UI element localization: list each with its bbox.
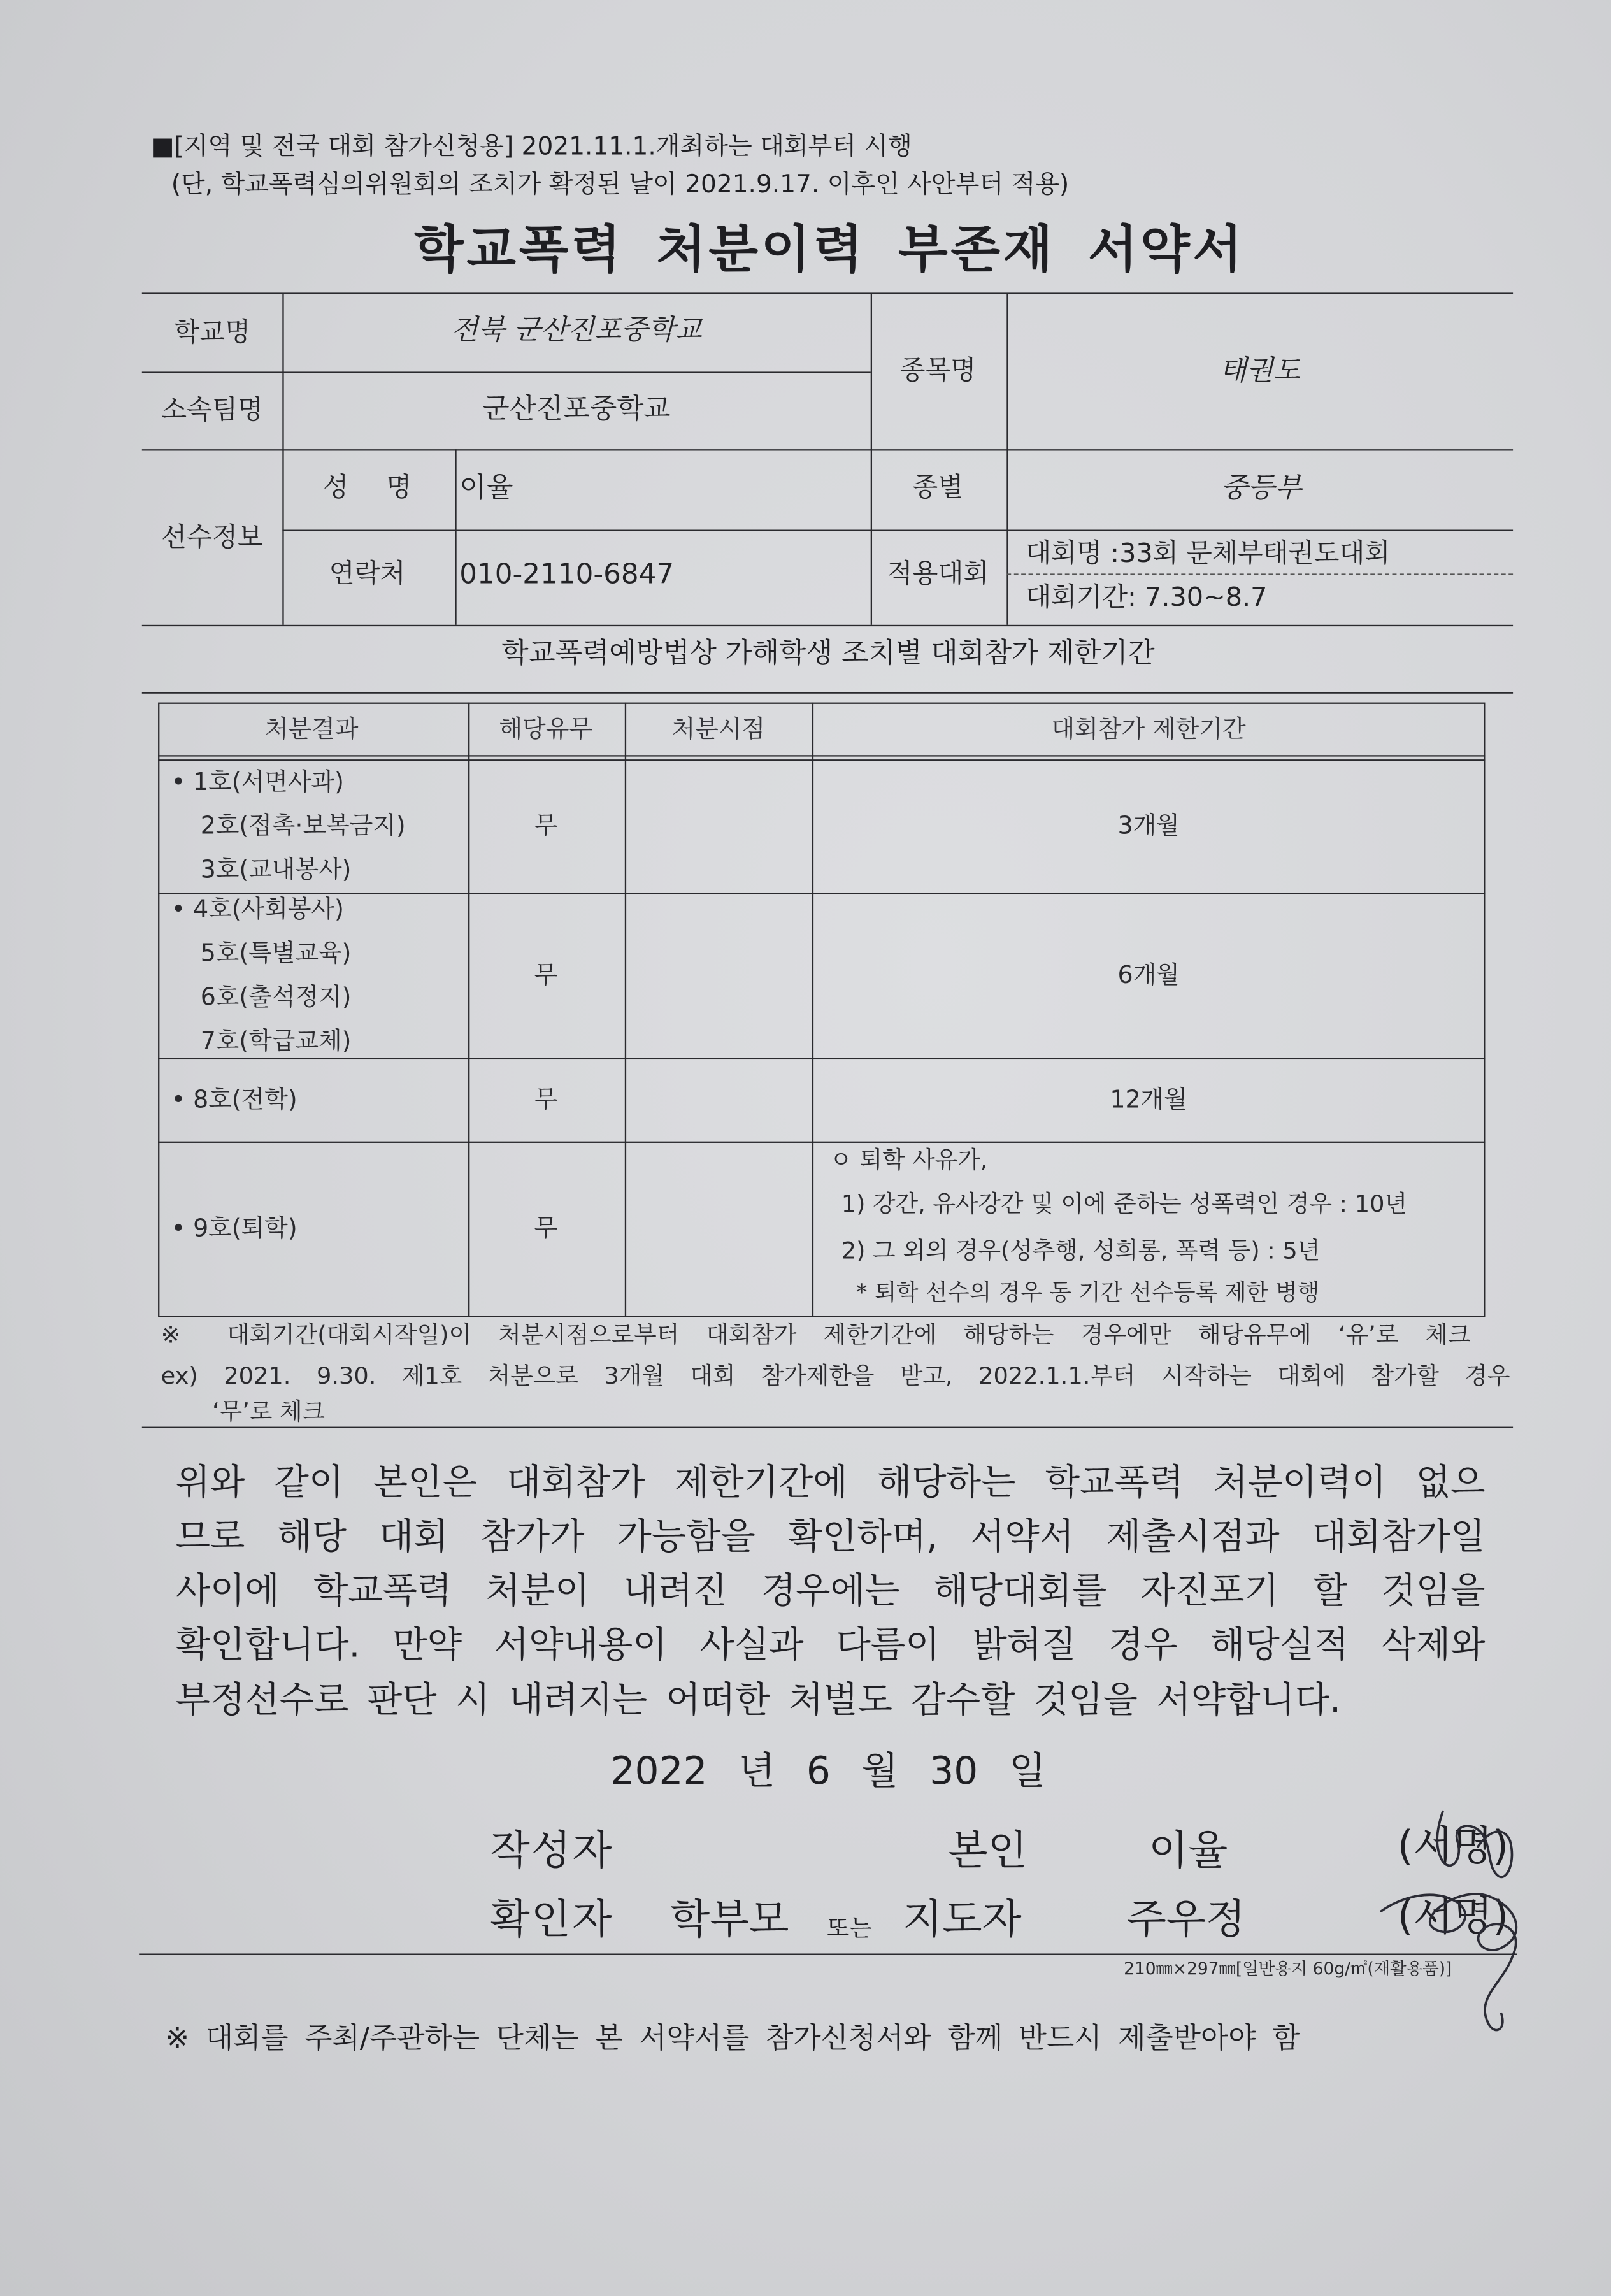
note-line: ※ 대회기간(대회시작일)이 처분시점으로부터 대회참가 제한기간에 해당하는 경우에만 해당유무에 ‘유’로 체크: [161, 1321, 1471, 1349]
pledge-line: 므로 해당 대회 참가가 가능함을 확인하며, 서약서 제출시점과 대회참가일: [175, 1514, 1486, 1558]
table-row-period: 3개월: [1117, 812, 1180, 840]
pledge-line: 위와 같이 본인은 대회참가 제한기간에 해당하는 학교폭력 처분이력이 없으: [175, 1460, 1486, 1503]
player-info-label: 선수정보: [161, 522, 263, 554]
confirmer-name: 주우정: [1126, 1895, 1246, 1944]
paper-spec: 210㎜×297㎜[일반용지 60g/㎡(재활용품)]: [1124, 1958, 1452, 1979]
restriction-table-column-line: [468, 703, 469, 1317]
table-row-result: • 4호(사회봉사): [171, 895, 344, 923]
column-header-result: 처분결과: [265, 715, 359, 743]
table-row-applicable: 무: [534, 1214, 558, 1242]
table-row-result: 3호(교내봉사): [200, 856, 352, 884]
table-row-period: ㅇ 퇴학 사유가,: [829, 1145, 988, 1174]
table-row-applicable: 무: [534, 961, 558, 989]
confirmer-sign-placeholder: (서명): [1397, 1892, 1509, 1941]
table-row-period: 2) 그 외의 경우(성추행, 성희롱, 폭력 등) : 5년: [841, 1236, 1321, 1265]
info-table-divider: [282, 530, 1513, 531]
column-header-period: 대회참가 제한기간: [1051, 715, 1246, 743]
writer-label: 작성자: [490, 1826, 613, 1875]
footer-note: ※ 대회를 주최/주관하는 단체는 본 서약서를 참가신청서와 함께 반드시 제출받아야 함: [165, 2021, 1300, 2055]
table-row-result: • 9호(퇴학): [171, 1214, 297, 1242]
table-row-applicable: 무: [534, 1085, 558, 1114]
name-value: 이율: [459, 471, 513, 505]
table-row-period: 6개월: [1117, 961, 1180, 989]
note-line: ‘무’로 체크: [212, 1397, 326, 1426]
column-header-time: 처분시점: [671, 715, 766, 743]
competition-name: 대회명 :33회 문체부태권도대회: [1026, 538, 1391, 570]
section-divider: [142, 692, 1513, 693]
restriction-heading: 학교폭력예방법상 가해학생 조치별 대회참가 제한기간: [501, 637, 1155, 670]
restriction-table: [158, 703, 1485, 1317]
competition-dashed-divider: [1006, 573, 1513, 575]
restriction-table-column-line: [625, 703, 626, 1317]
table-row-result: 5호(특별교육): [200, 939, 352, 967]
restriction-table-header-divider: [158, 755, 1485, 761]
contact-label: 연락처: [329, 559, 406, 590]
restriction-table-row-divider: [158, 1142, 1485, 1143]
table-row-result: 7호(학급교체): [200, 1026, 352, 1055]
pledge-line: 확인합니다. 만약 서약내용이 사실과 다름이 밝혀질 경우 해당실적 삭제와: [175, 1623, 1486, 1666]
school-value: 전북 군산진포중학교: [451, 313, 702, 347]
division-label: 종별: [912, 472, 964, 504]
info-table-column-line: [871, 294, 872, 625]
table-row-period: * 퇴학 선수의 경우 동 기간 선수등록 제한 병행: [856, 1279, 1320, 1306]
note-line: ex) 2021. 9.30. 제1호 처분으로 3개월 대회 참가제한을 받고, 2022.1.1.부터 시작하는 대회에 참가할 경우: [161, 1361, 1510, 1390]
confirmer-role-parent: 학부모: [670, 1895, 789, 1944]
table-row-applicable: 무: [534, 812, 558, 840]
restriction-table-row-divider: [158, 893, 1485, 894]
team-value: 군산진포중학교: [482, 392, 671, 426]
pledge-line: 사이에 학교폭력 처분이 내려진 경우에는 해당대회를 자진포기 할 것임을: [175, 1568, 1486, 1612]
confirmer-label: 확인자: [490, 1895, 613, 1944]
team-label: 소속팀명: [161, 395, 263, 426]
contact-value: 010-2110-6847: [459, 558, 675, 591]
writer-name: 이율: [1149, 1826, 1228, 1875]
table-row-result: • 1호(서면사과): [171, 768, 344, 796]
column-header-applicable: 해당유무: [499, 715, 593, 743]
info-table-divider: [142, 371, 871, 373]
table-row-result: 6호(출석정지): [200, 983, 352, 1011]
pledge-line: 부정선수로 판단 시 내려지는 어떠한 처벌도 감수할 것임을 서약합니다.: [175, 1678, 1342, 1721]
page-title: 학교폭력 처분이력 부존재 서약서: [414, 221, 1245, 280]
table-row-period: 1) 강간, 유사강간 및 이에 준하는 성폭력인 경우 : 10년: [841, 1189, 1408, 1218]
header-notice-line1: ■[지역 및 전국 대회 참가신청용] 2021.11.1.개최하는 대회부터 시행: [150, 132, 912, 162]
signing-date: 2022 년 6 월 30 일: [610, 1750, 1046, 1795]
division-value: 중등부: [1221, 471, 1302, 505]
table-row-period: 12개월: [1110, 1085, 1187, 1114]
info-table-divider: [142, 449, 1513, 450]
info-table-column-line: [1006, 294, 1008, 625]
restriction-table-column-line: [812, 703, 813, 1317]
table-row-result: • 8호(전학): [171, 1085, 297, 1114]
signature-divider: [139, 1953, 1517, 1955]
writer-sign-placeholder: (서명): [1397, 1821, 1509, 1870]
header-notice-line2: (단, 학교폭력심의위원회의 조치가 확정된 날이 2021.9.17. 이후인 사안부터 적용): [171, 170, 1070, 200]
info-table-column-line: [282, 294, 283, 625]
event-value: 태권도: [1219, 355, 1300, 387]
competition-period: 대회기간: 7.30~8.7: [1026, 582, 1268, 613]
competition-label: 적용대회: [887, 559, 989, 590]
notes-divider: [142, 1427, 1513, 1428]
restriction-table-row-divider: [158, 1058, 1485, 1059]
table-row-result: 2호(접촉·보복금지): [200, 812, 406, 840]
writer-role: 본인: [948, 1826, 1027, 1875]
info-table-top-border: [142, 292, 1513, 294]
confirmer-role-coach: 지도자: [903, 1895, 1022, 1944]
event-label: 종목명: [899, 355, 977, 387]
info-table-column-line: [455, 449, 456, 625]
name-label: 성 명: [323, 472, 412, 504]
confirmer-or: 또는: [826, 1914, 872, 1942]
info-table-bottom-border: [142, 625, 1513, 626]
school-label: 학교명: [174, 317, 250, 348]
